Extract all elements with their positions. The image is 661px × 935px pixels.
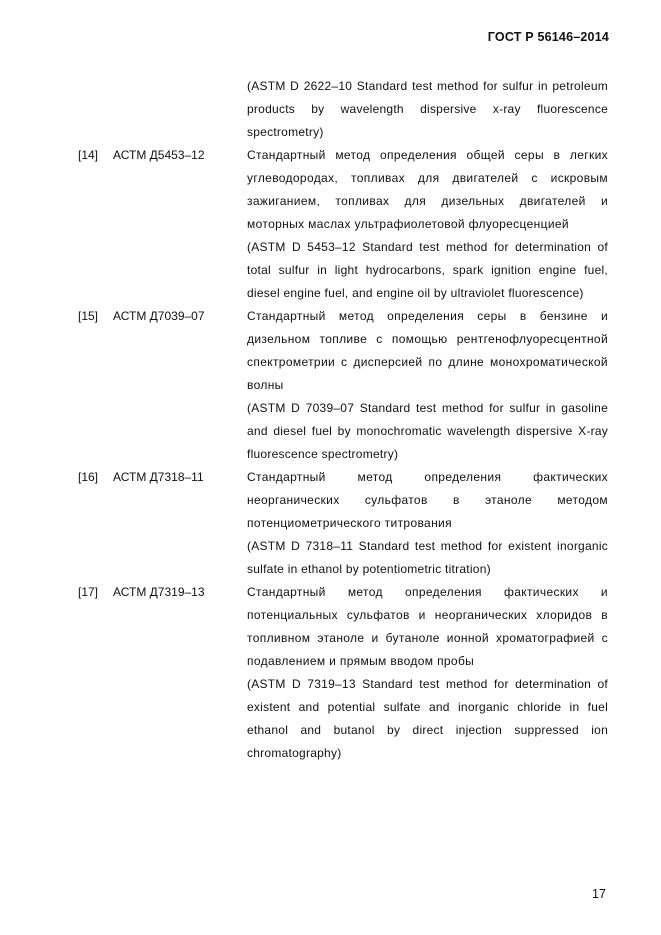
reference-text-en: (ASTM D 7319–13 Standard test method for determination of existent and potential sulfate and inorganic chloride in fuel ethanol and butanol by direct injection suppressed ion chromatography) xyxy=(247,677,608,760)
reference-text xyxy=(247,144,608,305)
reference-text xyxy=(247,75,608,144)
reference-text-ru: Стандартный метод определения общей серы в легких углеводородах, топливах для двигателей с искровым зажиганием, топливах для дизельных двигателей и моторных маслах ультрафиолетовой флуоресценцией xyxy=(247,148,608,231)
reference-text xyxy=(247,581,608,765)
reference-text-ru: Стандартный метод определения фактических неорганических сульфатов в этаноле методом потенциометрического титрования xyxy=(247,470,608,530)
reference-entry-14 xyxy=(78,144,608,305)
reference-text-en: (ASTM D 7318–11 Standard test method for existent inorganic sulfate in ethanol by potentiometric titration) xyxy=(247,539,608,576)
reference-entry-17 xyxy=(78,581,608,765)
reference-number: [16] xyxy=(78,470,99,484)
page-number: 17 xyxy=(592,887,606,901)
reference-text-ru: Стандартный метод определения фактических и потенциальных сульфатов и неорганических хлоридов в топливном этаноле и бутаноле ионной хроматографией с подавлением и прямым вводом пробы xyxy=(247,585,608,668)
reference-text xyxy=(247,466,608,581)
reference-entry-15 xyxy=(78,305,608,466)
reference-number: [14] xyxy=(78,148,99,162)
document-header-id: ГОСТ Р 56146–2014 xyxy=(487,30,609,44)
reference-code: АСТМ Д7319–13 xyxy=(113,585,205,599)
reference-text-en: (ASTM D 7039–07 Standard test method for sulfur in gasoline and diesel fuel by monochromatic wavelength dispersive X-ray fluorescence spectrometry) xyxy=(247,401,608,461)
reference-text-en: (ASTM D 2622–10 Standard test method for sulfur in petroleum products by wavelength dispersive x-ray fluorescence spectrometry) xyxy=(247,79,608,139)
reference-list xyxy=(78,75,608,765)
reference-text-en: (ASTM D 5453–12 Standard test method for determination of total sulfur in light hydrocarbons, spark ignition engine fuel, diesel engine fuel, and engine oil by ultraviolet fluorescence) xyxy=(247,240,608,300)
reference-text xyxy=(247,305,608,466)
reference-entry-13-continued xyxy=(78,75,608,144)
reference-code: АСТМ Д7039–07 xyxy=(113,309,205,323)
reference-text-ru: Стандартный метод определения серы в бензине и дизельном топливе с помощью рентгенофлуоресцентной спектрометрии с дисперсией по длине монохроматической волны xyxy=(247,309,608,392)
reference-number: [15] xyxy=(78,309,99,323)
reference-code: АСТМ Д5453–12 xyxy=(113,148,205,162)
reference-code: АСТМ Д7318–11 xyxy=(113,470,204,484)
reference-number: [17] xyxy=(78,585,99,599)
reference-entry-16 xyxy=(78,466,608,581)
